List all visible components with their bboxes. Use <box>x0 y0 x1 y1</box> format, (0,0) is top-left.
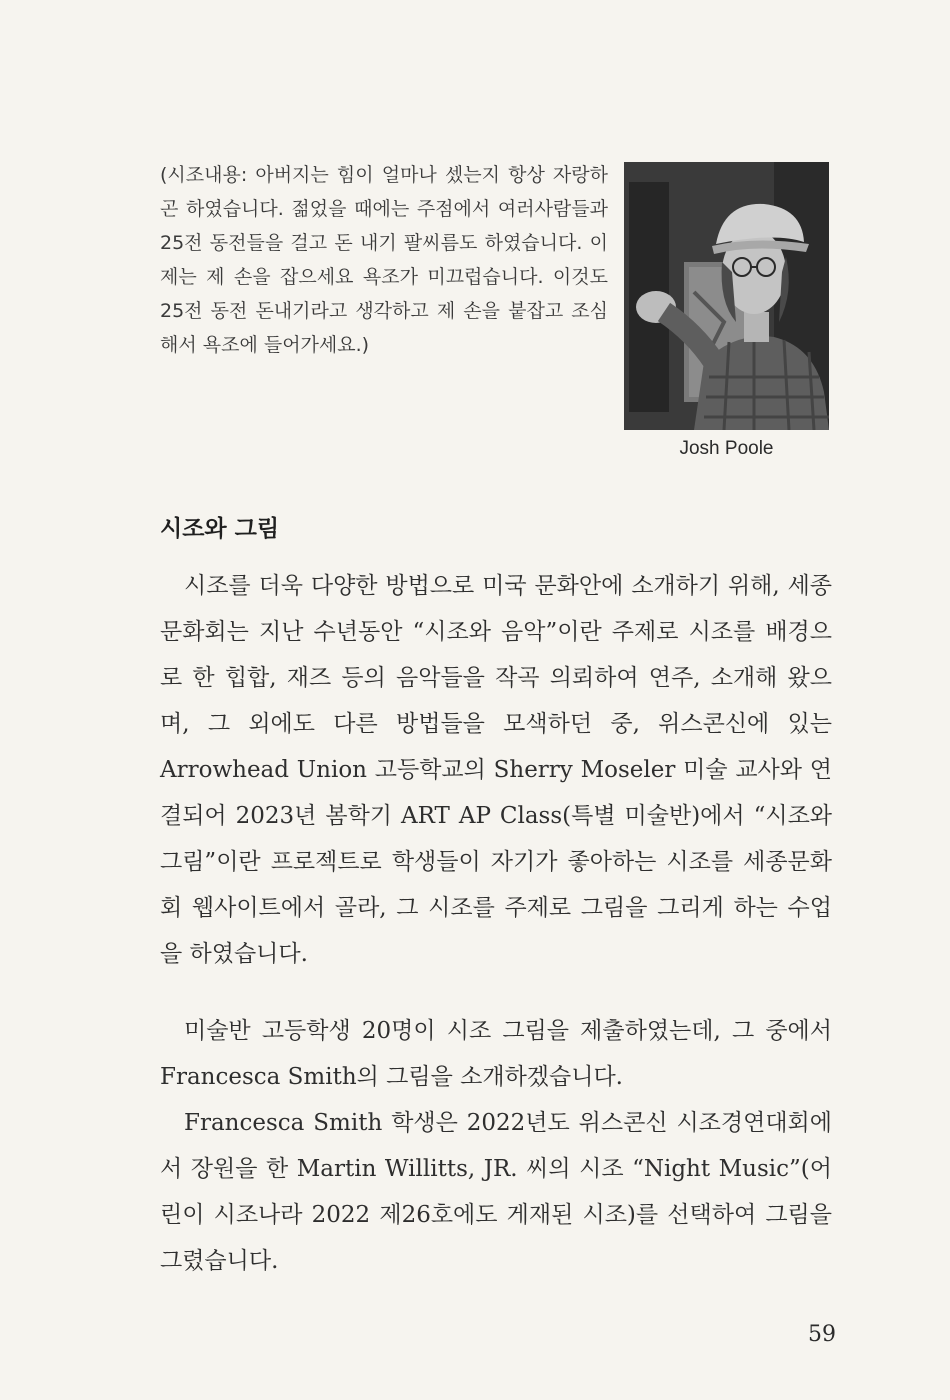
portrait-photo-illustration <box>624 162 829 430</box>
body-text-section-2 <box>160 1008 832 1284</box>
paragraph-1: 시조를 더욱 다양한 방법으로 미국 문화안에 소개하기 위해, 세종문화회는 지난 수년동안 “시조와 음악”이란 주제로 시조를 배경으로 한 힙합, 재즈 등의 음악들을 작곡 의뢰하여 연주, 소개해 왔으며, 그 외에도 다른 방법들을 모색하던 중, 위스콘신에 있는 Arrowhead Union 고등학교의 Sherry Moseler 미술 교사와 연결되어 2023년 봄학기 ART AP Class(특별 미술반)에서 “시조와 그림”이란 프로젝트로 학생들이 자기가 좋아하는 시조를 세종문화회 웹사이트에서 골라, 그 시조를 주제로 그림을 그리게 하는 수업을 하였습니다. <box>160 573 832 967</box>
page-number: 59 <box>808 1322 836 1347</box>
body-text-section-1 <box>160 563 832 977</box>
sijo-content-caption: (시조내용: 아버지는 힘이 얼마나 셌는지 항상 자랑하곤 하였습니다. 젊었을 때에는 주점에서 여러사람들과 25전 동전들을 걸고 돈 내기 팔씨름도 하였습니다. 이제는 제 손을 잡으세요 욕조가 미끄럽습니다. 이것도 25전 동전 돈내기라고 생각하고 제 손을 붙잡고 조심해서 욕조에 들어가세요.) <box>160 164 608 356</box>
paragraph-2: 미술반 고등학생 20명이 시조 그림을 제출하였는데, 그 중에서 Francesca Smith의 그림을 소개하겠습니다. <box>160 1018 832 1090</box>
section-heading: 시조와 그림 <box>160 516 280 542</box>
paragraph-3: Francesca Smith 학생은 2022년도 위스콘신 시조경연대회에서 장원을 한 Martin Willitts, JR. 씨의 시조 “Night Music”(어린이 시조나라 2022 제26호에도 게재된 시조)를 선택하여 그림을 그렸습니다. <box>160 1110 832 1274</box>
photo-caption: Josh Poole <box>679 438 774 459</box>
portrait-photo <box>624 162 829 430</box>
